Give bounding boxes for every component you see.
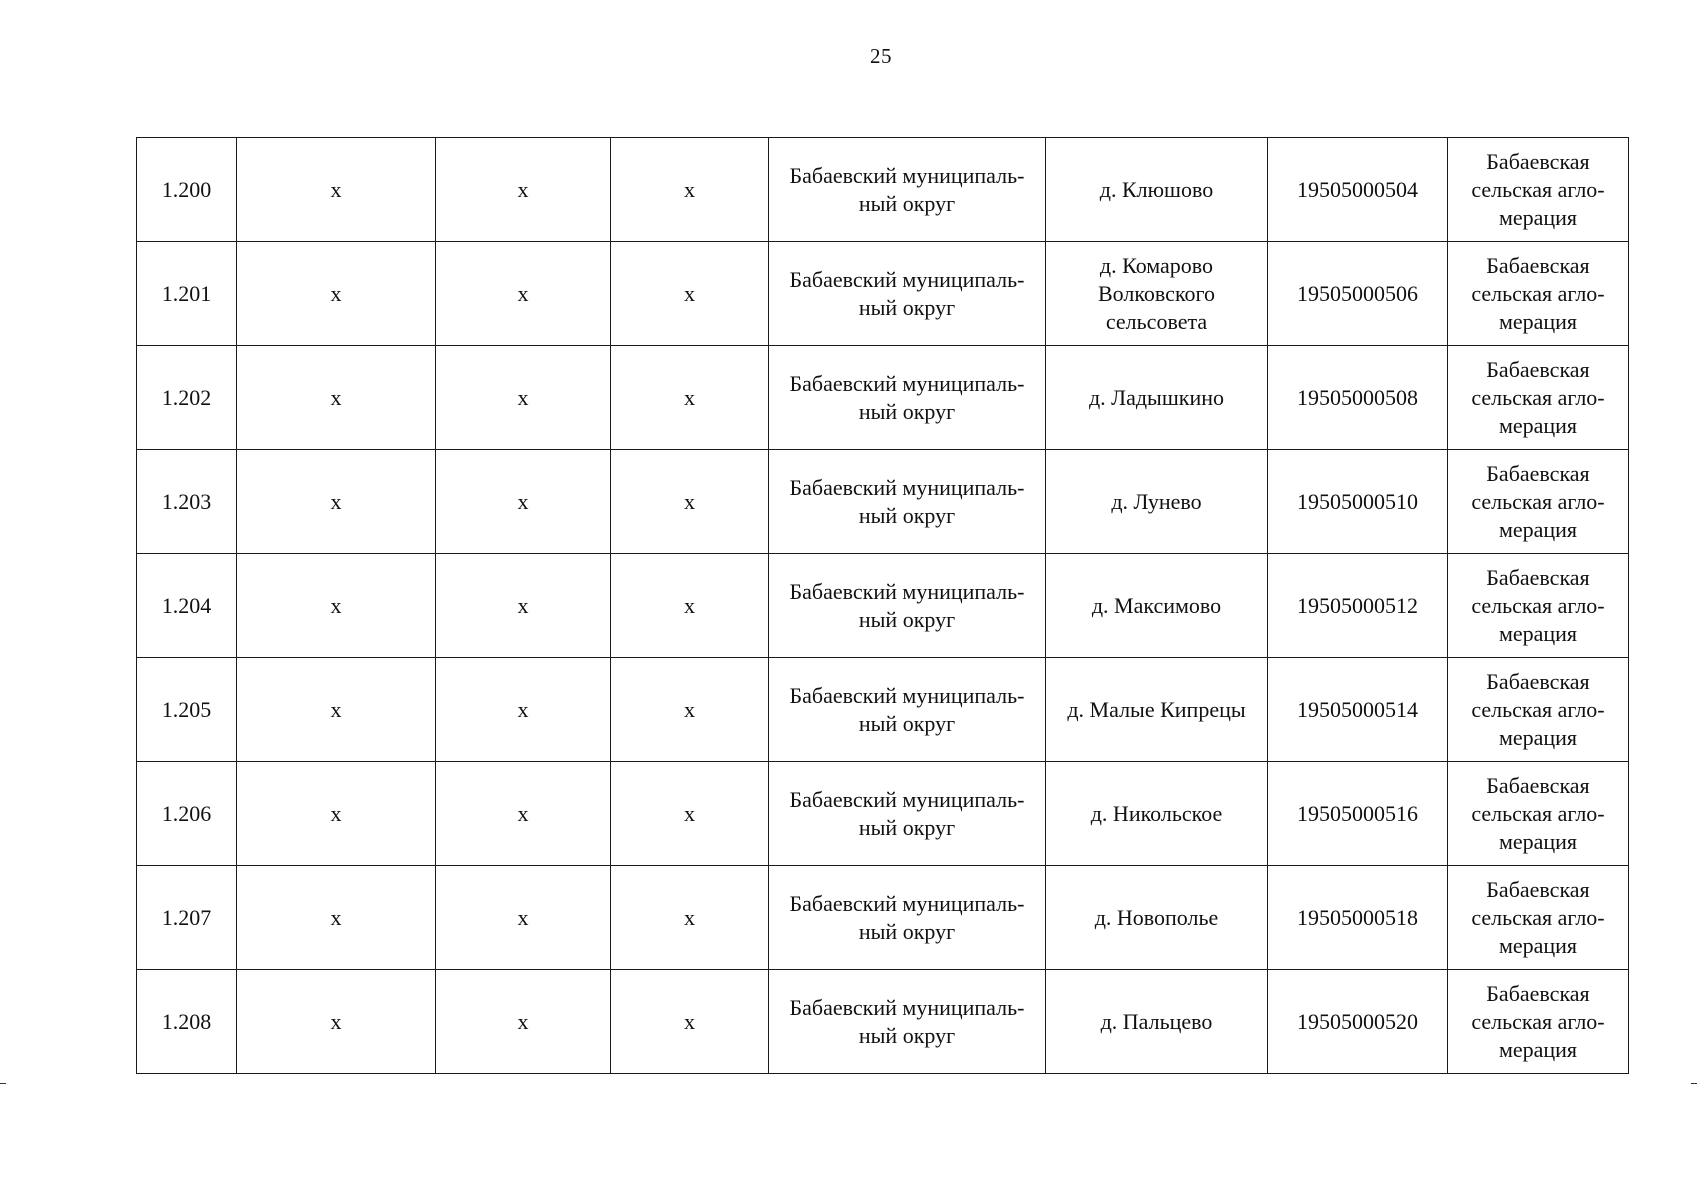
empty-mark-cell: х [611, 970, 769, 1074]
row-number-cell: 1.208 [137, 970, 237, 1074]
empty-mark-cell: х [611, 242, 769, 346]
empty-mark-cell: х [436, 346, 611, 450]
empty-mark-cell: х [237, 450, 436, 554]
empty-mark-cell: х [611, 762, 769, 866]
margin-mark-right [1691, 1083, 1697, 1084]
agglomeration-cell: Бабаевская сельская агло- мерация [1448, 242, 1629, 346]
empty-mark-cell: х [436, 138, 611, 242]
empty-mark-cell: х [237, 658, 436, 762]
settlement-cell: д. Комарово Волковского сельсовета [1046, 242, 1268, 346]
oktmo-code-cell: 19505000514 [1268, 658, 1448, 762]
empty-mark-cell: х [611, 554, 769, 658]
margin-mark-left [0, 1083, 6, 1084]
oktmo-code-cell: 19505000518 [1268, 866, 1448, 970]
district-cell: Бабаевский муниципаль- ный округ [769, 554, 1046, 658]
empty-mark-cell: х [237, 554, 436, 658]
district-cell: Бабаевский муниципаль- ный округ [769, 866, 1046, 970]
oktmo-code-cell: 19505000510 [1268, 450, 1448, 554]
empty-mark-cell: х [237, 866, 436, 970]
empty-mark-cell: х [436, 970, 611, 1074]
empty-mark-cell: х [237, 346, 436, 450]
empty-mark-cell: х [611, 450, 769, 554]
empty-mark-cell: х [436, 762, 611, 866]
row-number-cell: 1.201 [137, 242, 237, 346]
table-row [137, 762, 1629, 866]
oktmo-code-cell: 19505000512 [1268, 554, 1448, 658]
agglomeration-cell: Бабаевская сельская агло- мерация [1448, 554, 1629, 658]
row-number-cell: 1.202 [137, 346, 237, 450]
table-row [137, 554, 1629, 658]
settlement-cell: д. Лунево [1046, 450, 1268, 554]
empty-mark-cell: х [436, 658, 611, 762]
settlement-cell: д. Малые Кипрецы [1046, 658, 1268, 762]
row-number-cell: 1.200 [137, 138, 237, 242]
empty-mark-cell: х [611, 866, 769, 970]
agglomeration-cell: Бабаевская сельская агло- мерация [1448, 450, 1629, 554]
agglomeration-cell: Бабаевская сельская агло- мерация [1448, 866, 1629, 970]
oktmo-code-cell: 19505000520 [1268, 970, 1448, 1074]
district-cell: Бабаевский муниципаль- ный округ [769, 138, 1046, 242]
agglomeration-cell: Бабаевская сельская агло- мерация [1448, 762, 1629, 866]
empty-mark-cell: х [611, 346, 769, 450]
district-cell: Бабаевский муниципаль- ный округ [769, 242, 1046, 346]
table-row [137, 242, 1629, 346]
empty-mark-cell: х [237, 762, 436, 866]
table-row [137, 658, 1629, 762]
table-row [137, 450, 1629, 554]
row-number-cell: 1.205 [137, 658, 237, 762]
settlements-table [136, 137, 1629, 1074]
empty-mark-cell: х [436, 450, 611, 554]
table-row [137, 346, 1629, 450]
oktmo-code-cell: 19505000506 [1268, 242, 1448, 346]
agglomeration-cell: Бабаевская сельская агло- мерация [1448, 346, 1629, 450]
row-number-cell: 1.204 [137, 554, 237, 658]
row-number-cell: 1.206 [137, 762, 237, 866]
oktmo-code-cell: 19505000504 [1268, 138, 1448, 242]
row-number-cell: 1.207 [137, 866, 237, 970]
district-cell: Бабаевский муниципаль- ный округ [769, 346, 1046, 450]
district-cell: Бабаевский муниципаль- ный округ [769, 658, 1046, 762]
agglomeration-cell: Бабаевская сельская агло- мерация [1448, 658, 1629, 762]
empty-mark-cell: х [237, 970, 436, 1074]
empty-mark-cell: х [611, 138, 769, 242]
settlement-cell: д. Ладышкино [1046, 346, 1268, 450]
empty-mark-cell: х [436, 866, 611, 970]
settlement-cell: д. Клюшово [1046, 138, 1268, 242]
empty-mark-cell: х [237, 138, 436, 242]
district-cell: Бабаевский муниципаль- ный округ [769, 970, 1046, 1074]
district-cell: Бабаевский муниципаль- ный округ [769, 450, 1046, 554]
empty-mark-cell: х [237, 242, 436, 346]
settlement-cell: д. Максимово [1046, 554, 1268, 658]
row-number-cell: 1.203 [137, 450, 237, 554]
table-row [137, 138, 1629, 242]
oktmo-code-cell: 19505000516 [1268, 762, 1448, 866]
agglomeration-cell: Бабаевская сельская агло- мерация [1448, 970, 1629, 1074]
settlement-cell: д. Никольское [1046, 762, 1268, 866]
table-row [137, 970, 1629, 1074]
oktmo-code-cell: 19505000508 [1268, 346, 1448, 450]
agglomeration-cell: Бабаевская сельская агло- мерация [1448, 138, 1629, 242]
table-row [137, 866, 1629, 970]
settlement-cell: д. Новополье [1046, 866, 1268, 970]
empty-mark-cell: х [436, 554, 611, 658]
settlement-cell: д. Пальцево [1046, 970, 1268, 1074]
district-cell: Бабаевский муниципаль- ный округ [769, 762, 1046, 866]
empty-mark-cell: х [436, 242, 611, 346]
empty-mark-cell: х [611, 658, 769, 762]
page-number: 25 [870, 44, 892, 68]
